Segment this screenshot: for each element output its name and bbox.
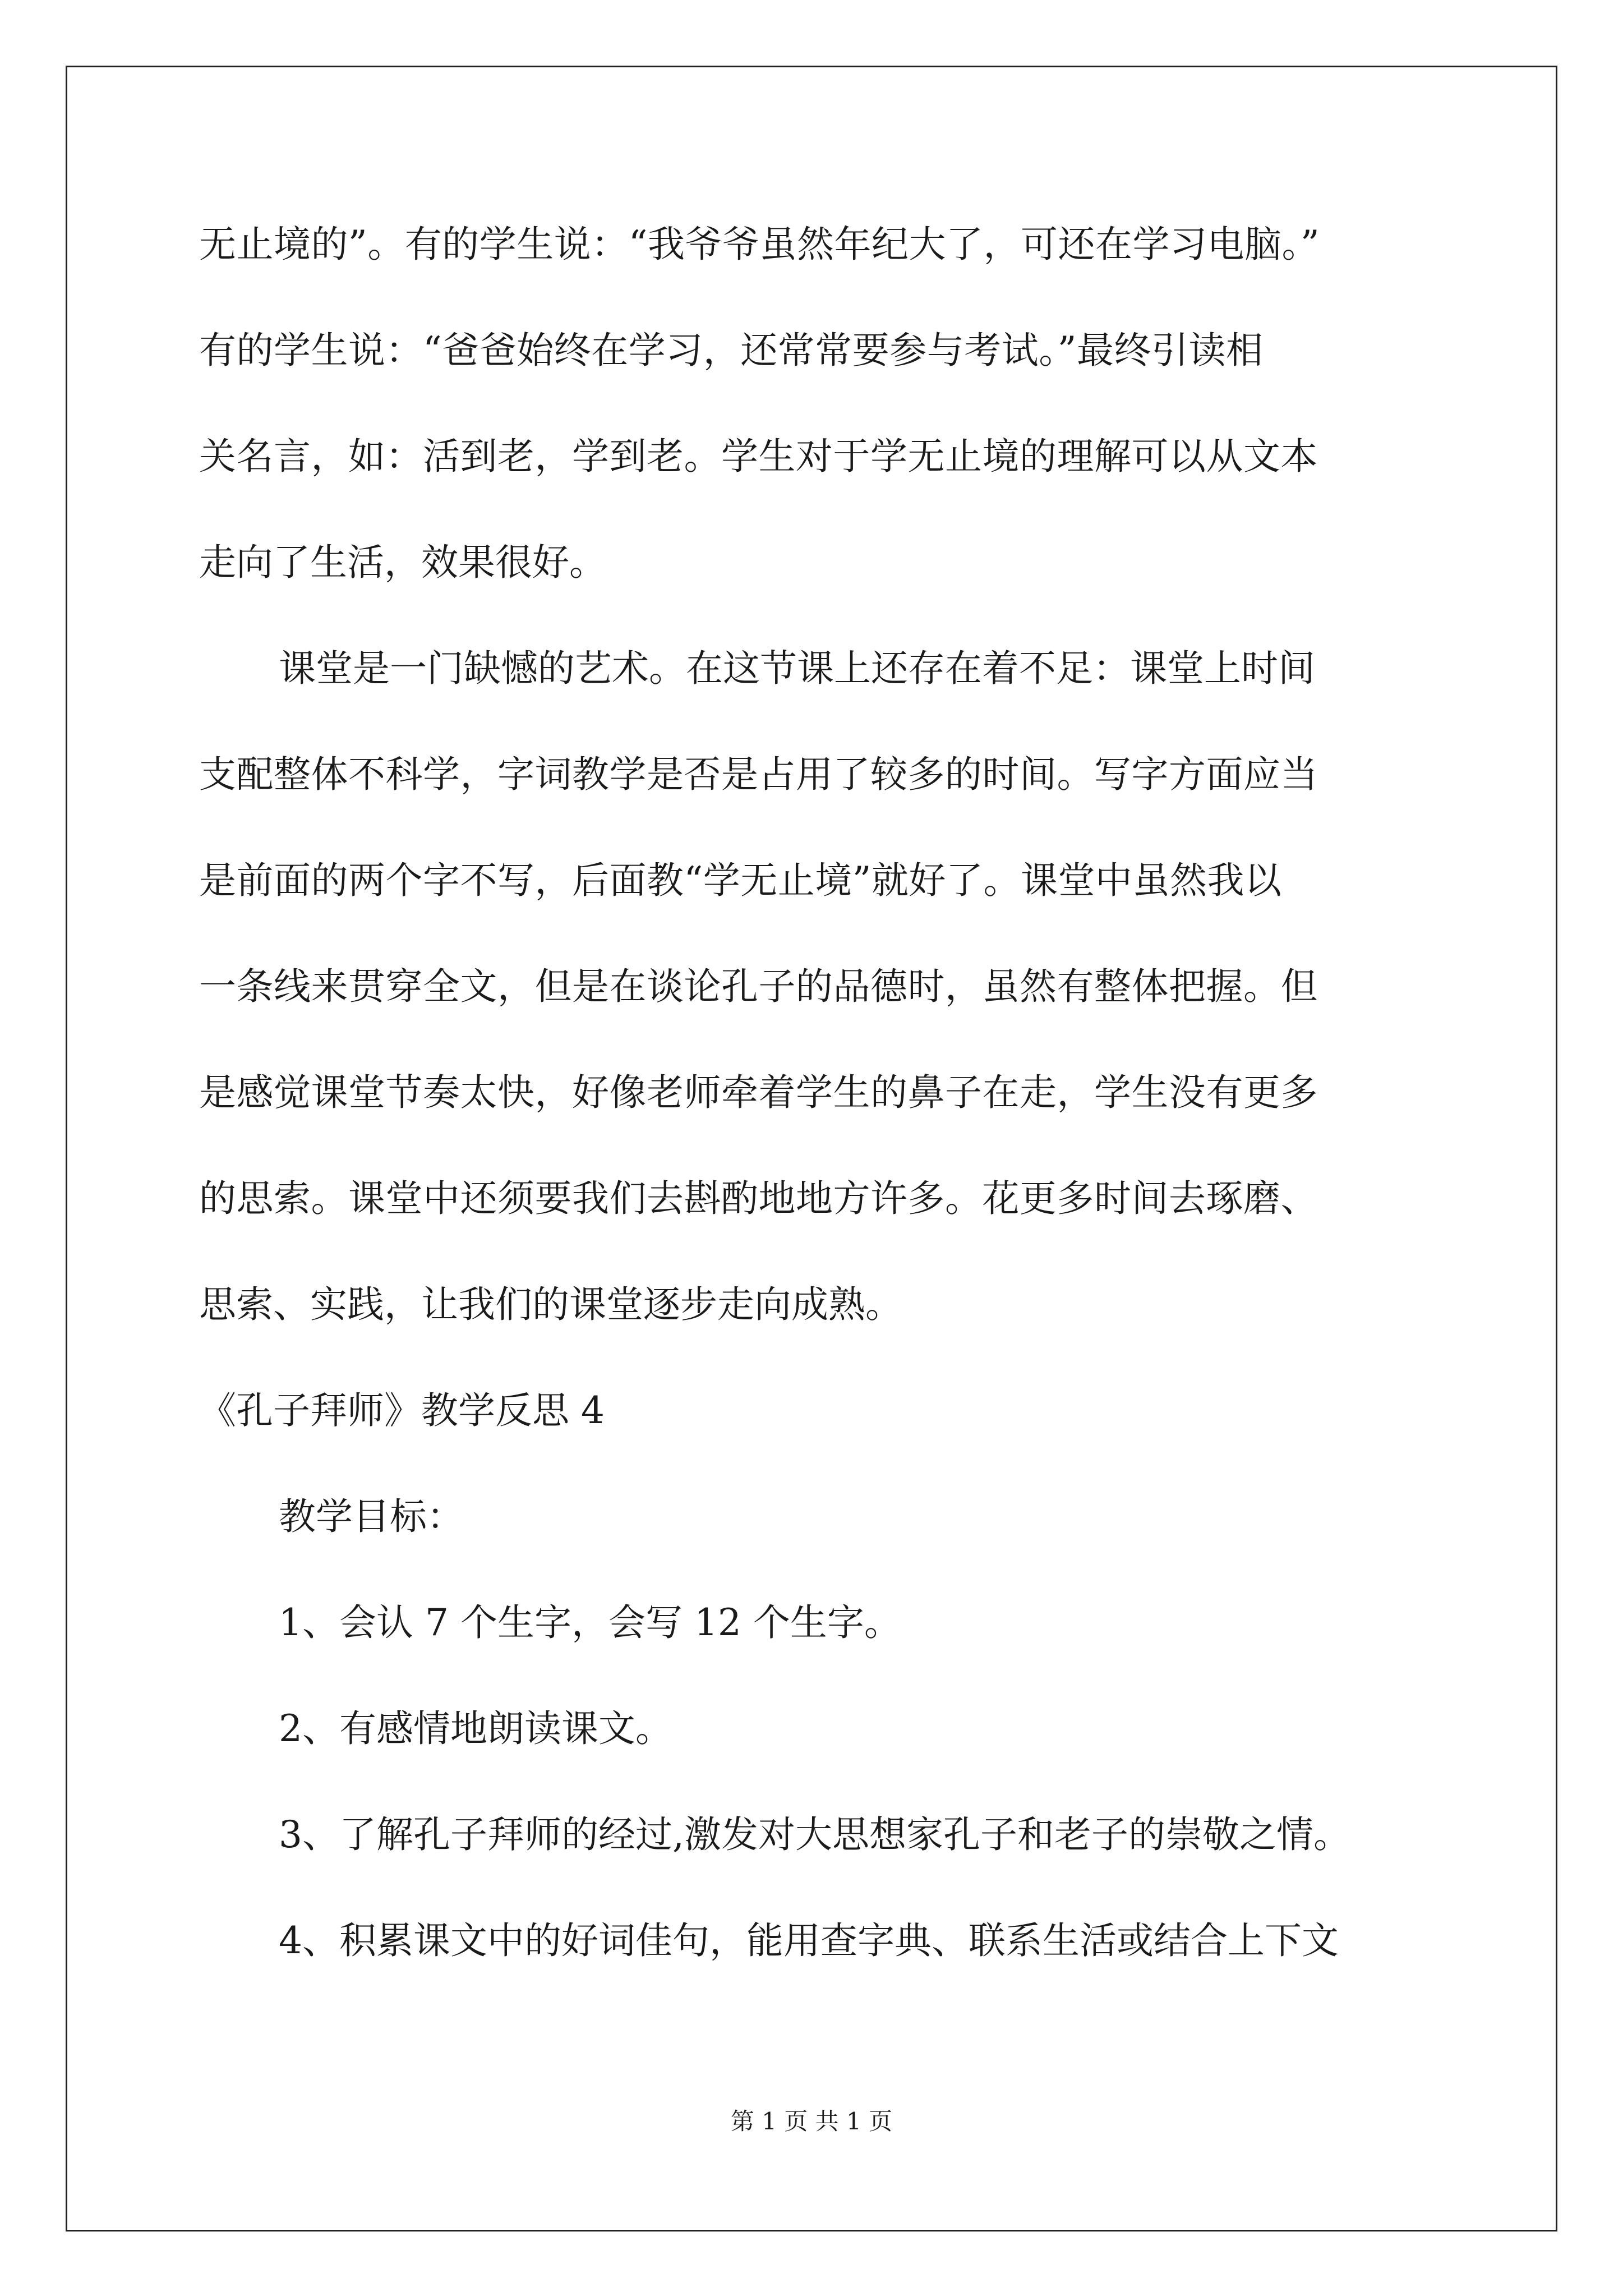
- list-item: 4、积累课文中的好词佳句，能用查字典、联系生活或结合上下文: [279, 1919, 1339, 1962]
- section-heading: 《孔子拜师》教学反思 4: [199, 1389, 605, 1432]
- paragraph-line: 课堂是一门缺憾的艺术。在这节课上还存在着不足：课堂上时间: [279, 647, 1315, 690]
- paragraph-line: 走向了生活，效果很好。: [199, 541, 606, 584]
- list-item: 1、会认 7 个生字，会写 12 个生字。: [279, 1601, 901, 1644]
- paragraph-line: 的思索。课堂中还须要我们去斟酌地地方许多。花更多时间去琢磨、: [199, 1177, 1318, 1220]
- list-item: 2、有感情地朗读课文。: [279, 1707, 672, 1750]
- paragraph-line: 关名言，如：活到老，学到老。学生对于学无止境的理解可以从文本: [199, 435, 1318, 478]
- page-number-footer: 第 1 页 共 1 页: [730, 2108, 893, 2135]
- paragraph-line: 思索、实践，让我们的课堂逐步走向成熟。: [199, 1283, 902, 1326]
- list-item: 3、了解孔子拜师的经过,激发对大思想家孔子和老子的崇敬之情。: [279, 1813, 1350, 1856]
- paragraph-line: 支配整体不科学，字词教学是否是占用了较多的时间。写字方面应当: [199, 753, 1318, 796]
- paragraph-line: 是前面的两个字不写，后面教“学无止境”就好了。课堂中虽然我以: [199, 859, 1282, 902]
- paragraph-line: 是感觉课堂节奏太快，好像老师牵着学生的鼻子在走，学生没有更多: [199, 1071, 1318, 1114]
- paragraph-line: 一条线来贯穿全文，但是在谈论孔子的品德时，虽然有整体把握。但: [199, 965, 1318, 1008]
- paragraph-line: 有的学生说：“爸爸始终在学习，还常常要参与考试。”最终引读相: [199, 329, 1264, 372]
- document-body: [199, 197, 1444, 2000]
- subheading: 教学目标：: [279, 1495, 464, 1538]
- paragraph-line: 无止境的”。有的学生说：“我爷爷虽然年纪大了，可还在学习电脑。”: [199, 223, 1320, 266]
